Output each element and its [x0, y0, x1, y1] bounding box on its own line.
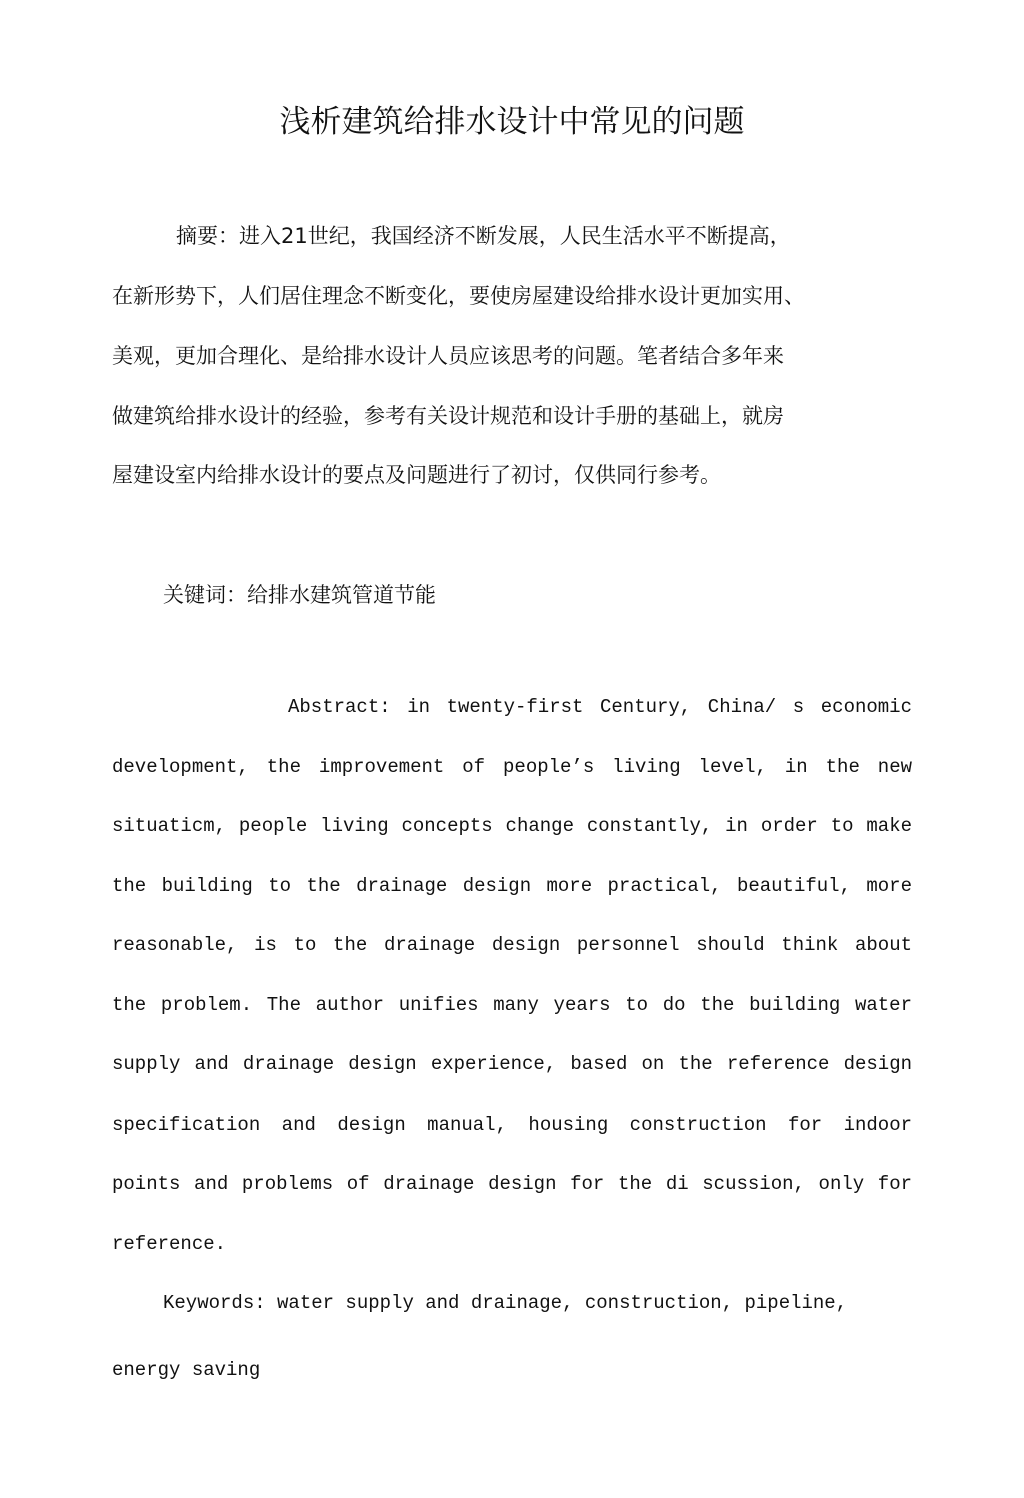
abstract-en-line: the building to the drainage design more practical, beautiful, more [112, 875, 912, 897]
abstract-en-line: specification and design manual, housing construction for indoor [112, 1114, 912, 1136]
abstract-en-line: development, the improvement of people’s living level, in the new [112, 756, 912, 778]
abstract-en-line: reasonable, is to the drainage design personnel should think about [112, 934, 912, 956]
abstract-en-line: reference. [112, 1233, 227, 1255]
abstract-cn-line: 做建筑给排水设计的经验，参考有关设计规范和设计手册的基础上，就房 [112, 404, 784, 428]
abstract-en-line: supply and drainage design experience, based on the reference design [112, 1053, 912, 1075]
keywords-en-line: energy saving [112, 1359, 261, 1381]
abstract-en-line: the problem. The author unifies many years to do the building water [112, 994, 912, 1016]
abstract-cn-line: 美观，更加合理化、是给排水设计人员应该思考的问题。笔者结合多年来 [112, 344, 784, 368]
abstract-cn-line: 屋建设室内给排水设计的要点及问题进行了初讨，仅供同行参考。 [112, 463, 721, 487]
abstract-en-line: situaticm, people living concepts change constantly, in order to make [112, 815, 912, 837]
keywords-en-line: Keywords: water supply and drainage, construction, pipeline, [163, 1292, 848, 1314]
document-title: 浅析建筑给排水设计中常见的问题 [279, 104, 745, 140]
abstract-en-line: points and problems of drainage design for the di scussion, only for [112, 1173, 912, 1195]
abstract-cn-line: 在新形势下，人们居住理念不断变化，要使房屋建设给排水设计更加实用、 [112, 284, 805, 308]
abstract-cn-line: 摘要：进入21世纪，我国经济不断发展，人民生活水平不断提高， [176, 224, 791, 248]
keywords-cn: 关键词：给排水建筑管道节能 [163, 583, 436, 607]
abstract-en-line: Abstract: in twenty-first Century, China/ s economic [288, 696, 912, 718]
